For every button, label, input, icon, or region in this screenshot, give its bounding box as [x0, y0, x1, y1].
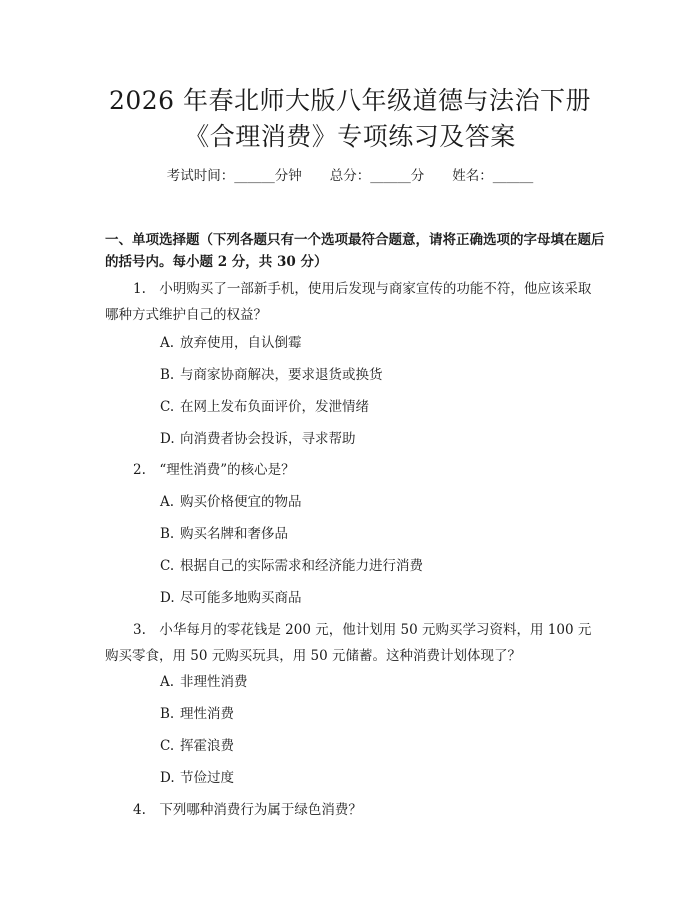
question-1-option-b — [160, 365, 383, 385]
question-2-stem: 2. “理性消费”的核心是？ — [133, 462, 295, 478]
option-letter: D. — [160, 590, 175, 606]
option-text: 在网上发布负面评价，发泄情绪 — [180, 399, 369, 415]
option-text: 向消费者协会投诉，寻求帮助 — [180, 431, 356, 447]
option-letter: B. — [160, 706, 175, 722]
option-letter: D. — [160, 431, 175, 447]
option-letter: C. — [160, 558, 175, 574]
question-4-stem: 4. 下列哪种消费行为属于绿色消费？ — [133, 802, 362, 818]
exam-time-label: 考试时间： — [166, 168, 235, 184]
exam-info-line — [0, 166, 700, 186]
option-text: 与商家协商解决，要求退货或换货 — [180, 367, 383, 383]
option-text: 放弃使用，自认倒霉 — [180, 335, 302, 351]
question-2-option-d — [160, 588, 302, 608]
question-2-option-a — [160, 492, 302, 512]
document-title-line-2: 《合理消费》专项练习及答案 — [184, 122, 516, 151]
question-3-option-c — [160, 736, 234, 756]
option-letter: B. — [160, 526, 175, 542]
name-label: 姓名： — [452, 168, 493, 184]
question-2-option-b — [160, 524, 288, 544]
name-blank: ______ — [492, 168, 534, 184]
question-3-option-d — [160, 768, 234, 788]
question-3-option-a — [160, 672, 248, 692]
option-letter: C. — [160, 399, 175, 415]
option-text: 理性消费 — [180, 706, 234, 722]
option-letter: B. — [160, 367, 175, 383]
question-1-stem: 1. 小明购买了一部新手机，使用后发现与商家宣传的功能不符，他应该采取哪种方式维护自己的权益？ — [105, 281, 592, 323]
section-heading-single-choice: 一、单项选择题（下列各题只有一个选项最符合题意，请将正确选项的字母填在题后的括号内。每小题 2 分，共 30 分） — [105, 232, 605, 270]
total-score-unit: 分 — [410, 168, 425, 184]
option-letter: D. — [160, 770, 175, 786]
option-text: 购买名牌和奢侈品 — [180, 526, 288, 542]
question-3-option-b — [160, 704, 234, 724]
total-score-blank: ______ — [370, 168, 411, 184]
question-1-option-a — [160, 333, 302, 353]
option-letter: A. — [160, 674, 175, 690]
exam-time-blank: ______ — [234, 168, 275, 184]
option-letter: C. — [160, 738, 175, 754]
option-text: 节俭过度 — [180, 770, 234, 786]
document-title-line-1: 2026 年春北师大版八年级道德与法治下册 — [108, 86, 592, 115]
question-1-option-c — [160, 397, 369, 417]
option-text: 非理性消费 — [180, 674, 248, 690]
question-2-option-c — [160, 556, 423, 576]
question-3-stem: 3. 小华每月的零花钱是 200 元，他计划用 50 元购买学习资料，用 100 元购买零食，用 50 元购买玩具，用 50 元储蓄。这种消费计划体现了？ — [105, 622, 592, 664]
option-letter: A. — [160, 494, 175, 510]
option-text: 购买价格便宜的物品 — [180, 494, 302, 510]
question-1-option-d — [160, 429, 356, 449]
exam-time-unit: 分钟 — [274, 168, 302, 184]
option-text: 挥霍浪费 — [180, 738, 234, 754]
option-text: 尽可能多地购买商品 — [180, 590, 302, 606]
total-score-label: 总分： — [329, 168, 371, 184]
option-text: 根据自己的实际需求和经济能力进行消费 — [180, 558, 423, 574]
option-letter: A. — [160, 335, 175, 351]
